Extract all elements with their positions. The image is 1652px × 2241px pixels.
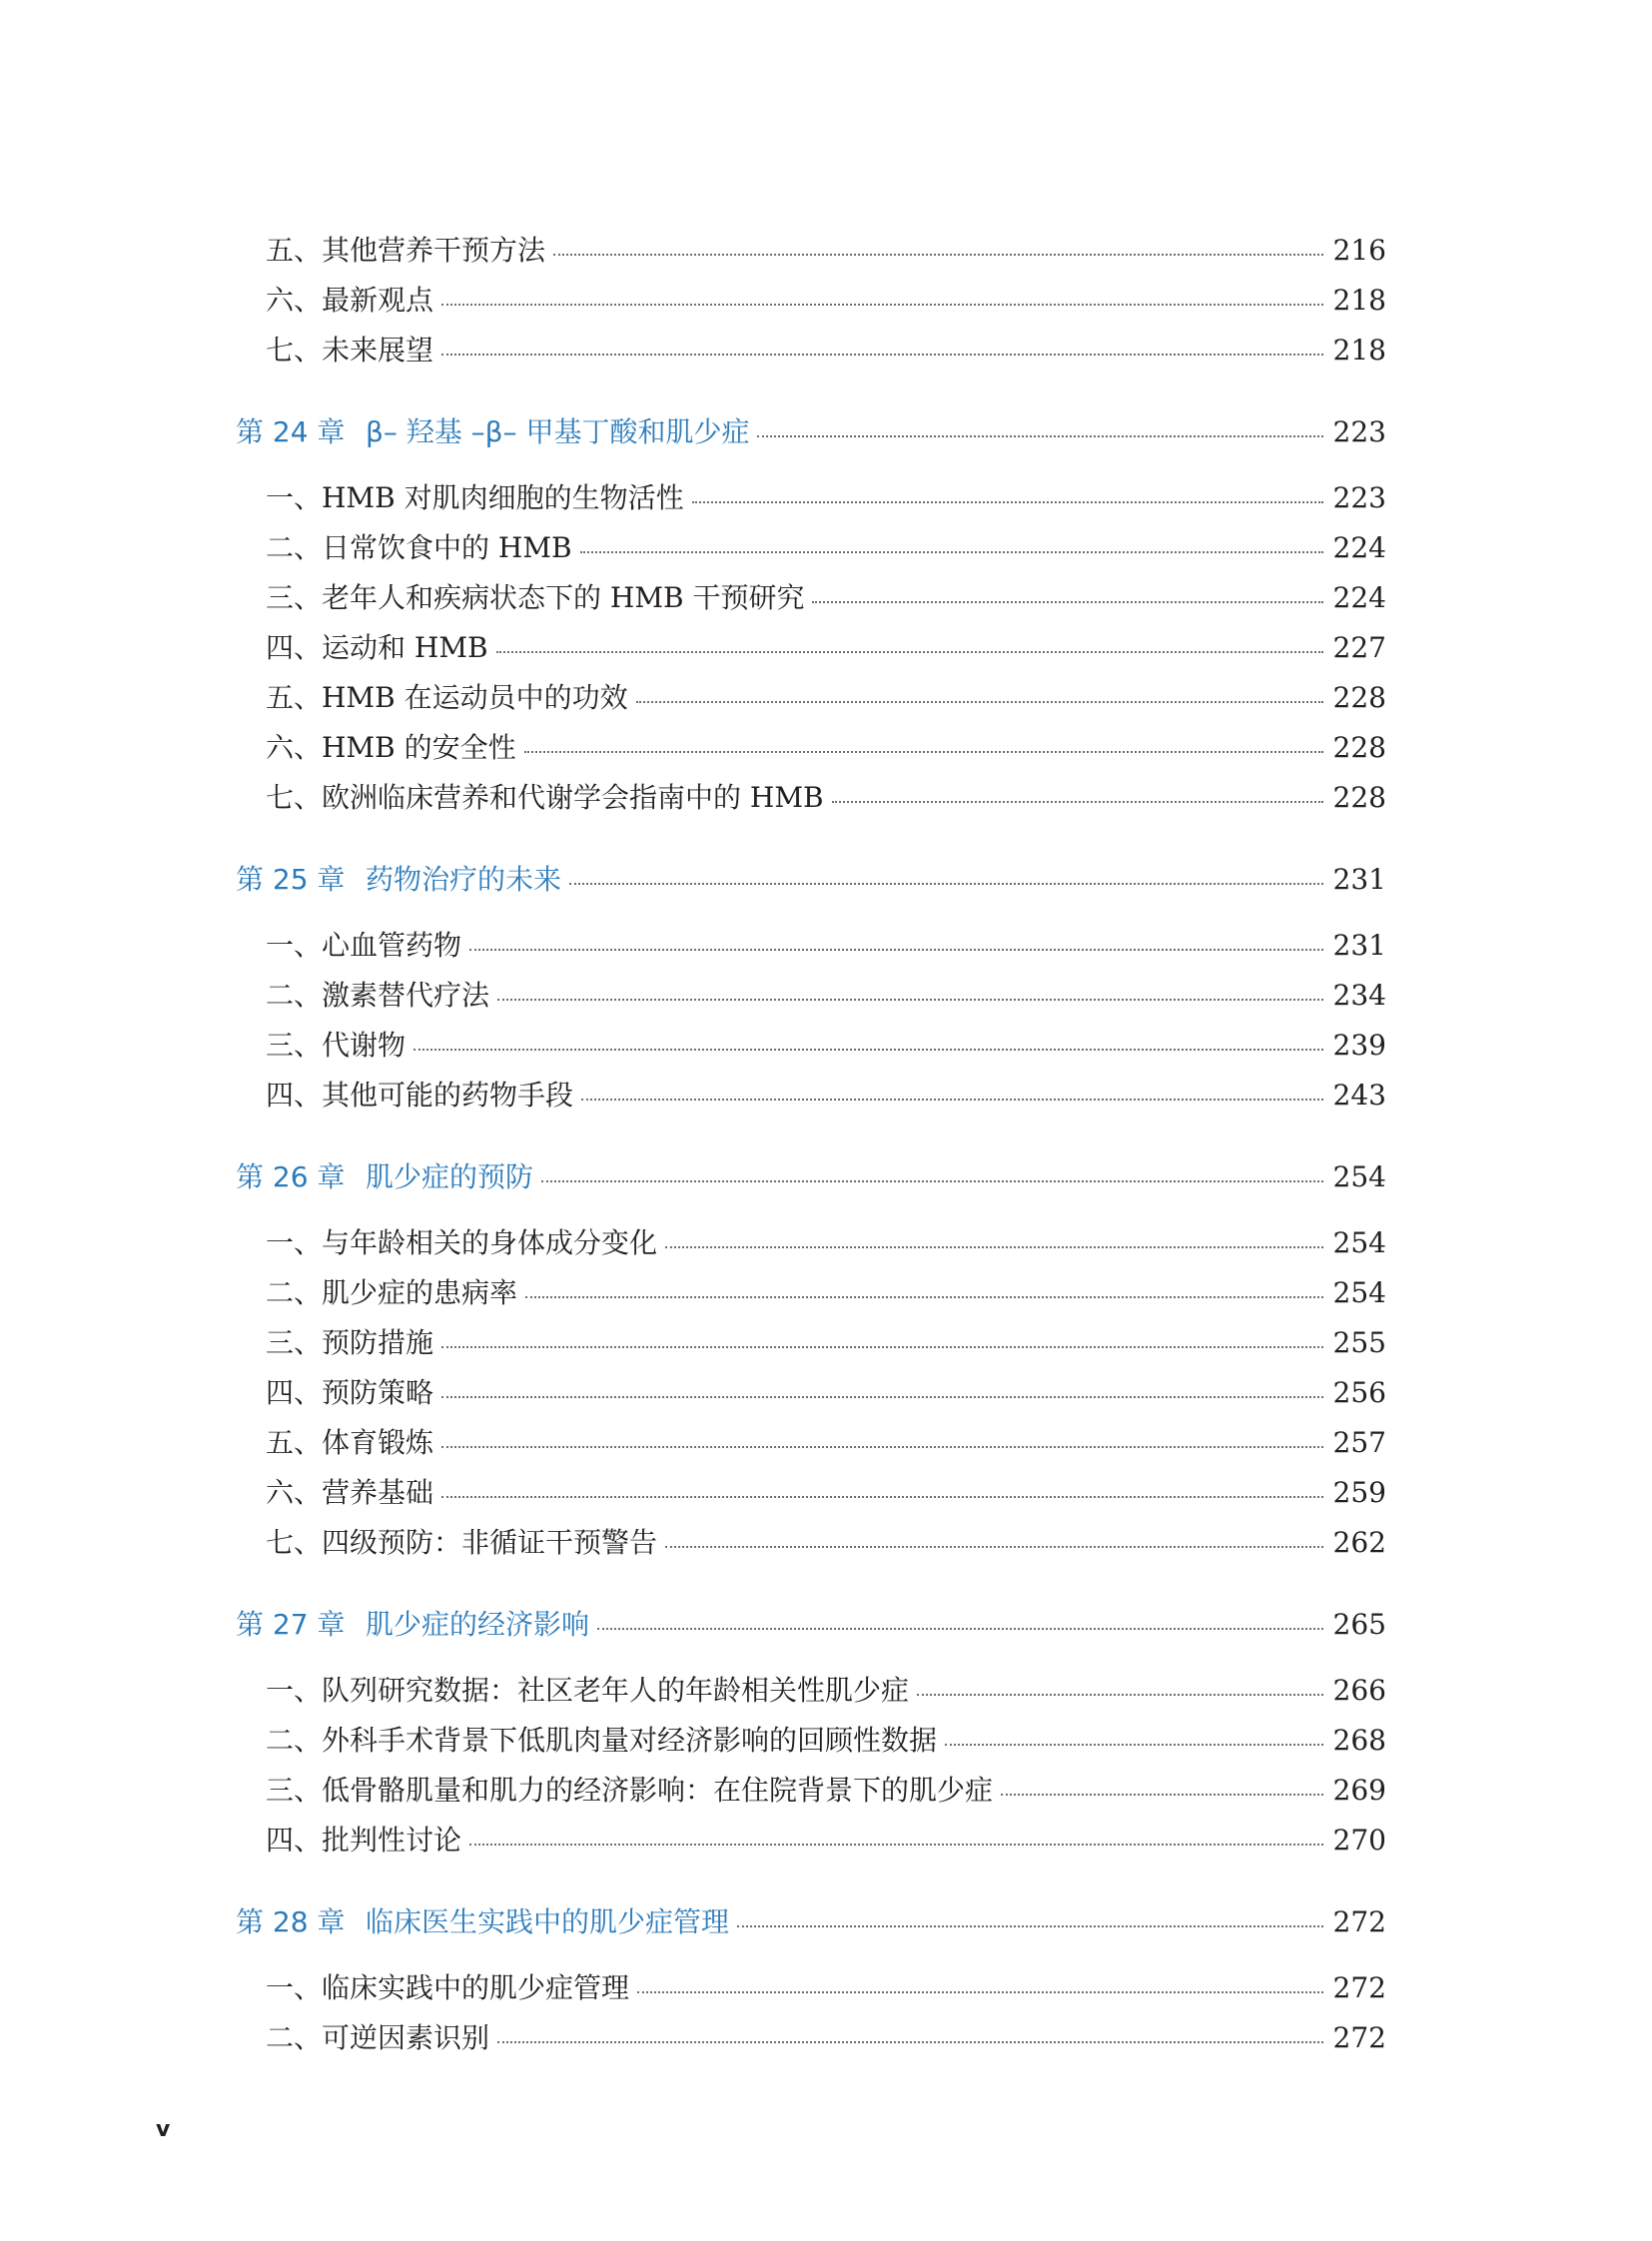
section-label: 三、预防措施 — [266, 1326, 434, 1359]
dot-leader — [917, 1694, 1323, 1696]
dot-leader — [441, 1346, 1323, 1348]
section-label: 二、激素替代疗法 — [266, 979, 490, 1012]
dot-leader — [636, 701, 1323, 703]
toc-section-entry[interactable] — [236, 573, 1386, 623]
page-number: 234 — [1332, 979, 1386, 1012]
chapter-block-27 — [236, 1600, 1386, 1866]
chapter-block-24 — [236, 407, 1386, 823]
chapter-heading — [236, 855, 561, 905]
chapter-heading — [236, 1600, 589, 1650]
dot-leader — [757, 435, 1322, 437]
chapter-number: 第 25 章 — [236, 863, 346, 896]
dot-leader — [597, 1628, 1323, 1630]
chapter-title: 肌少症的经济影响 — [366, 1608, 590, 1641]
section-label: 一、与年龄相关的身体成分变化 — [266, 1226, 658, 1259]
section-label: 四、批判性讨论 — [266, 1824, 462, 1857]
page-number: 265 — [1332, 1608, 1386, 1641]
dot-leader — [413, 1049, 1323, 1051]
chapter-title: 肌少症的预防 — [366, 1160, 534, 1193]
toc-section-entry[interactable] — [236, 1468, 1386, 1518]
chapter-title: β– 羟基 –β– 甲基丁酸和肌少症 — [366, 415, 750, 448]
toc-section-entry[interactable] — [236, 276, 1386, 326]
section-label: 二、日常饮食中的 HMB — [266, 531, 572, 564]
toc-chapter-entry[interactable] — [236, 1897, 1386, 1947]
page-number: 269 — [1332, 1774, 1386, 1807]
toc-section-entry[interactable] — [236, 2013, 1386, 2063]
toc-section-entry[interactable] — [236, 1268, 1386, 1318]
page-number: 231 — [1332, 929, 1386, 962]
page-number: 218 — [1332, 284, 1386, 317]
toc-section-entry[interactable] — [236, 1071, 1386, 1120]
dot-leader — [665, 1246, 1323, 1248]
toc-section-entry[interactable] — [236, 326, 1386, 375]
dot-leader — [441, 304, 1323, 306]
toc-chapter-entry[interactable] — [236, 1152, 1386, 1202]
section-label: 六、最新观点 — [266, 284, 434, 317]
chapter-title: 临床医生实践中的肌少症管理 — [366, 1905, 730, 1938]
dot-leader — [469, 949, 1323, 951]
toc-section-entry[interactable] — [236, 623, 1386, 673]
page-number: 266 — [1332, 1674, 1386, 1707]
dot-leader — [441, 1396, 1323, 1398]
page-number: 223 — [1332, 481, 1386, 514]
dot-leader — [496, 651, 1323, 653]
page-number: 272 — [1332, 1971, 1386, 2004]
chapter-number: 第 28 章 — [236, 1905, 346, 1938]
section-label: 一、临床实践中的肌少症管理 — [266, 1971, 630, 2004]
dot-leader — [737, 1925, 1323, 1927]
chapter-block-26 — [236, 1152, 1386, 1568]
toc-chapter-entry[interactable] — [236, 855, 1386, 905]
section-label: 一、队列研究数据：社区老年人的年龄相关性肌少症 — [266, 1674, 910, 1707]
continued-sections — [236, 226, 1386, 375]
page-number: 254 — [1332, 1226, 1386, 1259]
dot-leader — [945, 1744, 1323, 1746]
dot-leader — [497, 999, 1323, 1001]
page-number: 257 — [1332, 1426, 1386, 1459]
page-number: 224 — [1332, 531, 1386, 564]
dot-leader — [441, 354, 1323, 356]
toc-section-entry[interactable] — [236, 1716, 1386, 1766]
page-folio: v — [156, 2117, 171, 2142]
dot-leader — [524, 751, 1323, 753]
page-number: 227 — [1332, 631, 1386, 664]
section-label: 一、HMB 对肌肉细胞的生物活性 — [266, 481, 684, 514]
page-number: 272 — [1332, 1905, 1386, 1938]
toc-chapter-entry[interactable] — [236, 407, 1386, 457]
toc-section-entry[interactable] — [236, 1218, 1386, 1268]
page-number: 254 — [1332, 1276, 1386, 1309]
dot-leader — [469, 1844, 1323, 1846]
toc-chapter-entry[interactable] — [236, 1600, 1386, 1650]
section-label: 四、运动和 HMB — [266, 631, 488, 664]
toc-section-entry[interactable] — [236, 921, 1386, 971]
toc-section-entry[interactable] — [236, 1666, 1386, 1716]
dot-leader — [580, 551, 1323, 553]
section-label: 三、代谢物 — [266, 1029, 407, 1062]
section-label: 七、四级预防：非循证干预警告 — [266, 1526, 658, 1559]
dot-leader — [692, 501, 1323, 503]
page-number: 228 — [1332, 781, 1386, 814]
dot-leader — [541, 1180, 1323, 1182]
page-number: 255 — [1332, 1326, 1386, 1359]
page-number: 218 — [1332, 334, 1386, 367]
chapter-number: 第 27 章 — [236, 1608, 346, 1641]
page-number: 216 — [1332, 234, 1386, 267]
dot-leader — [441, 1496, 1323, 1498]
chapter-number: 第 26 章 — [236, 1160, 346, 1193]
chapter-heading — [236, 1897, 729, 1947]
toc-section-entry[interactable] — [236, 226, 1386, 276]
table-of-contents — [236, 226, 1386, 2063]
toc-section-entry[interactable] — [236, 971, 1386, 1021]
toc-section-entry[interactable] — [236, 1963, 1386, 2013]
page-number: 231 — [1332, 863, 1386, 896]
chapter-heading — [236, 407, 749, 457]
toc-section-entry[interactable] — [236, 1518, 1386, 1568]
toc-section-entry[interactable] — [236, 1368, 1386, 1418]
section-label: 四、预防策略 — [266, 1376, 434, 1409]
toc-section-entry[interactable] — [236, 523, 1386, 573]
dot-leader — [553, 254, 1323, 256]
page-number: 228 — [1332, 731, 1386, 764]
toc-section-entry[interactable] — [236, 1318, 1386, 1368]
dot-leader — [1001, 1794, 1323, 1796]
toc-section-entry[interactable] — [236, 473, 1386, 523]
chapter-title: 药物治疗的未来 — [366, 863, 562, 896]
dot-leader — [832, 801, 1323, 803]
section-label: 三、老年人和疾病状态下的 HMB 干预研究 — [266, 581, 805, 614]
section-label: 二、外科手术背景下低肌肉量对经济影响的回顾性数据 — [266, 1724, 938, 1757]
page-number: 272 — [1332, 2021, 1386, 2054]
page-number: 270 — [1332, 1824, 1386, 1857]
dot-leader — [441, 1446, 1323, 1448]
toc-section-entry[interactable] — [236, 1816, 1386, 1866]
page-number: 259 — [1332, 1476, 1386, 1509]
page-number: 262 — [1332, 1526, 1386, 1559]
section-label: 六、营养基础 — [266, 1476, 434, 1509]
section-label: 七、未来展望 — [266, 334, 434, 367]
chapter-number: 第 24 章 — [236, 415, 346, 448]
chapter-block-28 — [236, 1897, 1386, 2063]
page-number: 223 — [1332, 415, 1386, 448]
chapter-heading — [236, 1152, 533, 1202]
dot-leader — [637, 1991, 1323, 1993]
page-number: 239 — [1332, 1029, 1386, 1062]
toc-section-entry[interactable] — [236, 773, 1386, 823]
section-label: 四、其他可能的药物手段 — [266, 1079, 574, 1112]
chapter-block-25 — [236, 855, 1386, 1120]
toc-section-entry[interactable] — [236, 1418, 1386, 1468]
section-label: 五、体育锻炼 — [266, 1426, 434, 1459]
toc-section-entry[interactable] — [236, 723, 1386, 773]
page-number: 268 — [1332, 1724, 1386, 1757]
page-number: 228 — [1332, 681, 1386, 714]
dot-leader — [569, 883, 1323, 885]
page-number: 243 — [1332, 1079, 1386, 1112]
page-number: 224 — [1332, 581, 1386, 614]
page-number: 256 — [1332, 1376, 1386, 1409]
dot-leader — [812, 601, 1322, 603]
section-label: 二、可逆因素识别 — [266, 2021, 490, 2054]
section-label: 七、欧洲临床营养和代谢学会指南中的 HMB — [266, 781, 824, 814]
section-label: 二、肌少症的患病率 — [266, 1276, 518, 1309]
toc-section-entry[interactable] — [236, 673, 1386, 723]
dot-leader — [581, 1099, 1323, 1101]
toc-section-entry[interactable] — [236, 1766, 1386, 1816]
page-number: 254 — [1332, 1160, 1386, 1193]
section-label: 三、低骨骼肌量和肌力的经济影响：在住院背景下的肌少症 — [266, 1774, 994, 1807]
section-label: 五、其他营养干预方法 — [266, 234, 546, 267]
section-label: 六、HMB 的安全性 — [266, 731, 516, 764]
section-label: 一、心血管药物 — [266, 929, 462, 962]
section-label: 五、HMB 在运动员中的功效 — [266, 681, 628, 714]
dot-leader — [665, 1546, 1323, 1548]
toc-section-entry[interactable] — [236, 1021, 1386, 1071]
dot-leader — [497, 2041, 1323, 2043]
dot-leader — [525, 1296, 1323, 1298]
